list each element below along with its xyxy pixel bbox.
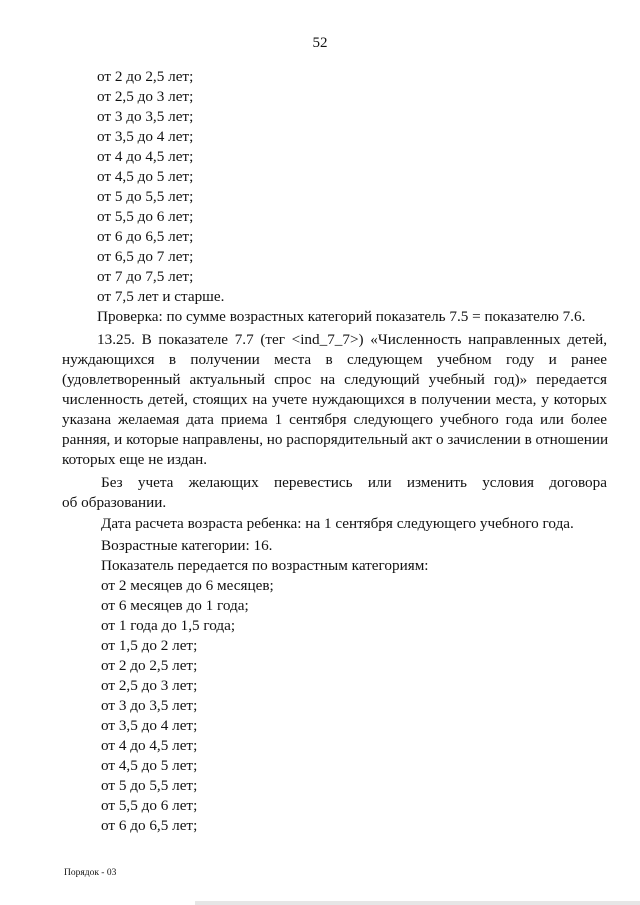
list-item: от 2 до 2,5 лет; xyxy=(97,68,194,85)
list-item: от 4 до 4,5 лет; xyxy=(101,737,198,754)
page-number: 52 xyxy=(312,35,328,51)
list-item: от 3 до 3,5 лет; xyxy=(101,697,198,714)
age-categories-line: Возрастные категории: 16. xyxy=(101,537,273,554)
list-item: от 4,5 до 5 лет; xyxy=(101,757,198,774)
list-item: от 4,5 до 5 лет; xyxy=(97,168,194,185)
transfer-paragraph-line: об образовании. xyxy=(62,494,167,511)
paragraph-13-25-line: (удовлетворенный актуальный спрос на следующий учебный год)» передается xyxy=(62,371,607,388)
paragraph-13-25-line: которых еще не издан. xyxy=(62,451,208,468)
paragraph-13-25-line: указана желаемая дата приема 1 сентября следующего учебного года или более xyxy=(62,411,607,428)
scan-edge xyxy=(195,901,640,905)
list-item: от 2 месяцев до 6 месяцев; xyxy=(101,577,274,594)
list-item: от 1,5 до 2 лет; xyxy=(101,637,198,654)
check-line: Проверка: по сумме возрастных категорий показатель 7.5 = показателю 7.6. xyxy=(97,308,586,325)
list-item: от 7 до 7,5 лет; xyxy=(97,268,194,285)
list-item: от 6 месяцев до 1 года; xyxy=(101,597,249,614)
calc-date-line: Дата расчета возраста ребенка: на 1 сентября следующего учебного года. xyxy=(101,515,574,532)
transfer-by-category-line: Показатель передается по возрастным категориям: xyxy=(101,557,429,574)
list-item: от 6,5 до 7 лет; xyxy=(97,248,194,265)
paragraph-13-25-line: 13.25. В показателе 7.7 (тег <ind_7_7>) «Численность направленных детей, xyxy=(97,331,607,348)
list-item: от 5,5 до 6 лет; xyxy=(101,797,198,814)
paragraph-13-25-line: численность детей, стоящих на учете нуждающихся в получении места, у которых xyxy=(62,391,607,408)
paragraph-13-25-line: ранняя, и которые направлены, но распорядительный акт о зачислении в отношении xyxy=(62,431,609,448)
list-item: от 3,5 до 4 лет; xyxy=(97,128,194,145)
list-item: от 3,5 до 4 лет; xyxy=(101,717,198,734)
list-item: от 6 до 6,5 лет; xyxy=(97,228,194,245)
list-item: от 2,5 до 3 лет; xyxy=(97,88,194,105)
transfer-paragraph-line: Без учета желающих перевестись или изменить условия договора xyxy=(101,474,607,491)
list-item: от 5,5 до 6 лет; xyxy=(97,208,194,225)
list-item: от 5 до 5,5 лет; xyxy=(97,188,194,205)
list-item: от 3 до 3,5 лет; xyxy=(97,108,194,125)
list-item: от 6 до 6,5 лет; xyxy=(101,817,198,834)
list-item: от 2 до 2,5 лет; xyxy=(101,657,198,674)
footer-label: Порядок - 03 xyxy=(64,868,117,878)
list-item: от 7,5 лет и старше. xyxy=(97,288,225,305)
list-item: от 1 года до 1,5 года; xyxy=(101,617,236,634)
list-item: от 2,5 до 3 лет; xyxy=(101,677,198,694)
list-item: от 4 до 4,5 лет; xyxy=(97,148,194,165)
paragraph-13-25-line: нуждающихся в получении места в следующем учебном году и ранее xyxy=(62,351,607,368)
list-item: от 5 до 5,5 лет; xyxy=(101,777,198,794)
